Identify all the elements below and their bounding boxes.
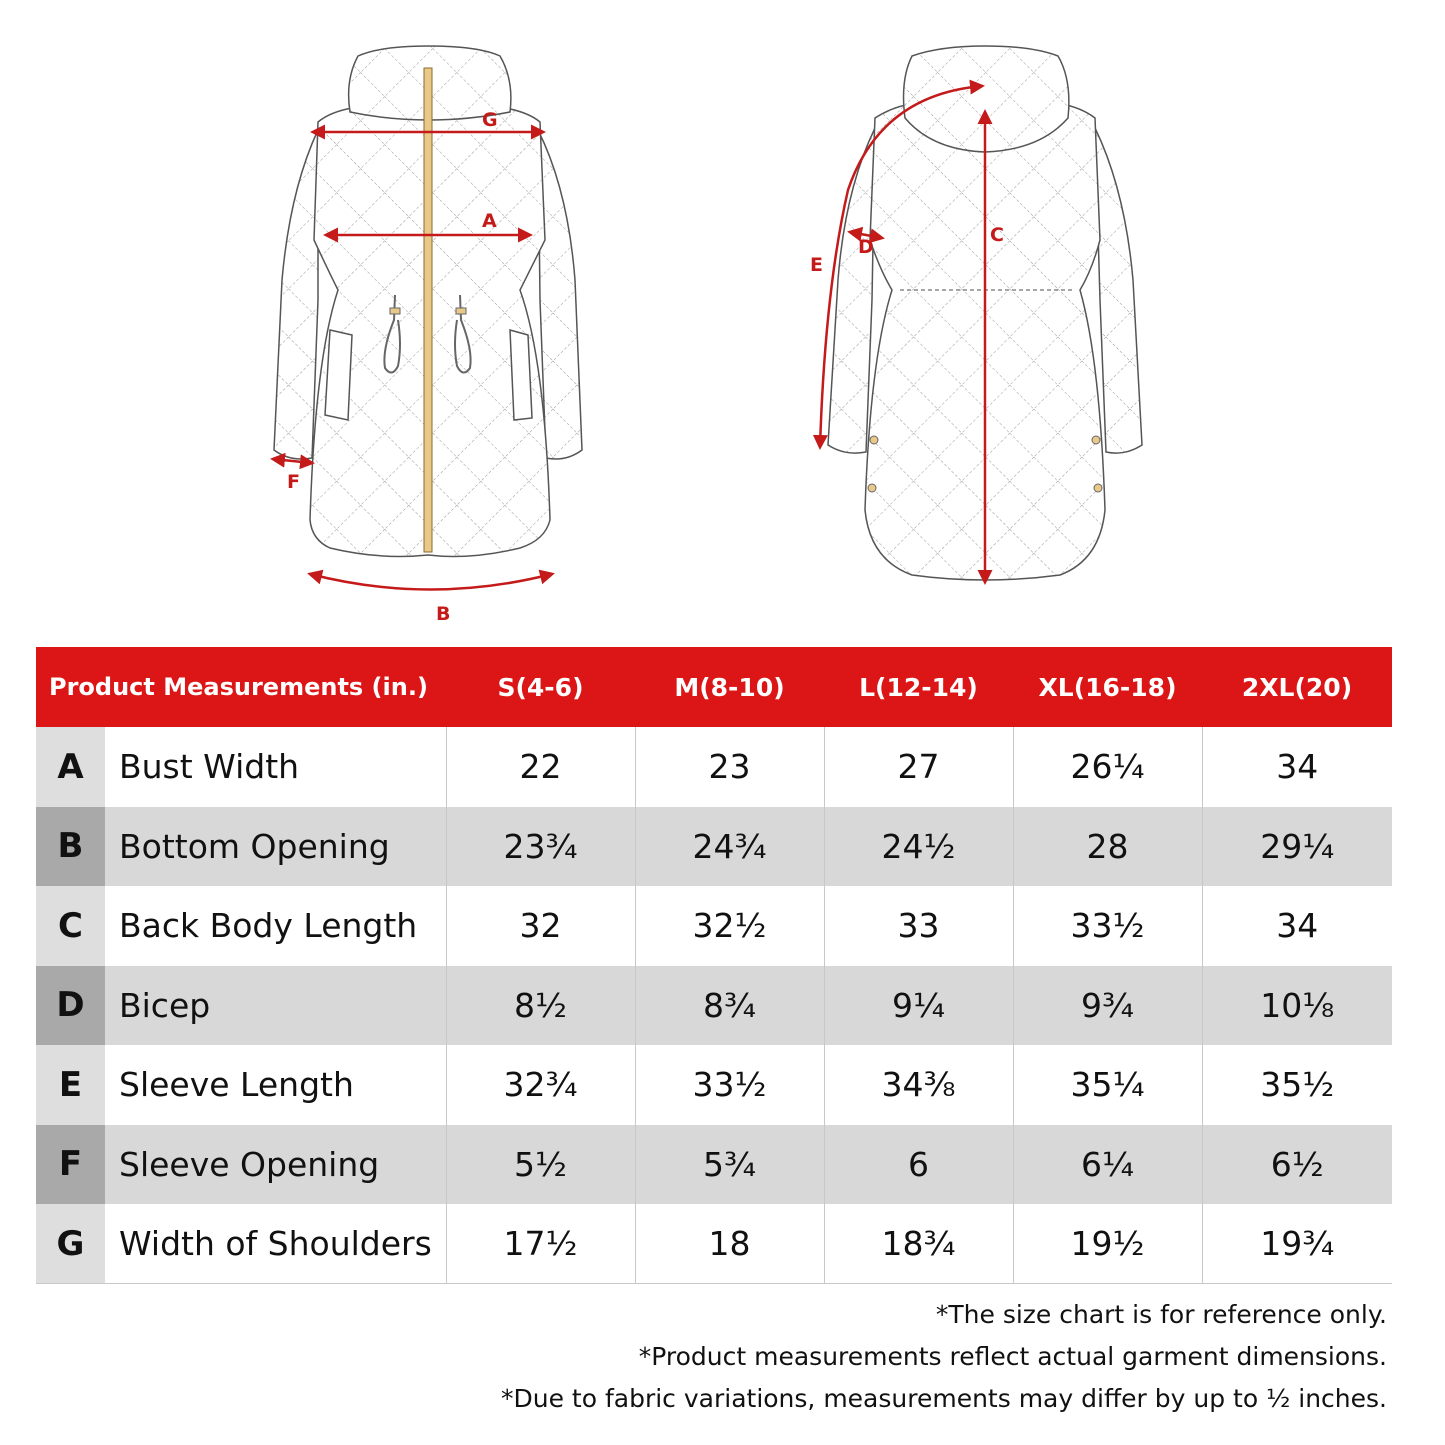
cell-value: 34⅜ <box>824 1045 1013 1125</box>
footnote-variation: *Due to fabric variations, measurements may differ by up to ½ inches. <box>500 1384 1387 1413</box>
cell-value: 33½ <box>1013 886 1202 966</box>
cell-value: 5½ <box>446 1125 635 1205</box>
front-left-pocket <box>325 330 352 420</box>
measure-label-g: G <box>482 109 498 131</box>
header-size-m: M(8-10) <box>674 672 785 702</box>
row-code: B <box>36 807 105 887</box>
row-name: Sleeve Opening <box>119 1144 380 1184</box>
header-size-xl: XL(16-18) <box>1038 672 1177 702</box>
front-zipper <box>424 68 432 552</box>
cell-value: 19½ <box>1013 1204 1202 1284</box>
front-left-sleeve <box>274 130 318 459</box>
cell-value: 17½ <box>446 1204 635 1284</box>
footnote-dimensions: *Product measurements reflect actual garment dimensions. <box>638 1342 1387 1371</box>
garment-diagrams <box>0 0 1445 640</box>
cell-value: 24½ <box>824 807 1013 887</box>
front-cord-stopper-right <box>456 308 466 314</box>
cell-value: 22 <box>446 727 635 807</box>
row-name: Width of Shoulders <box>105 1204 446 1284</box>
footnote-reference: *The size chart is for reference only. <box>935 1300 1387 1329</box>
table-row <box>36 1204 1392 1284</box>
cell-value: 32½ <box>635 886 824 966</box>
table-row <box>36 807 1392 887</box>
cell-value: 10⅛ <box>1202 966 1392 1046</box>
back-snap-left-top <box>870 436 878 444</box>
cell-value: 8¾ <box>635 966 824 1046</box>
measure-label-e: E <box>810 254 823 276</box>
cell-value: 8½ <box>446 966 635 1046</box>
cell-value: 33½ <box>635 1045 824 1125</box>
header-size-l: L(12-14) <box>859 672 978 702</box>
cell-value: 6½ <box>1202 1125 1392 1205</box>
cell-value: 34 <box>1202 727 1392 807</box>
cell-value: 35¼ <box>1013 1045 1202 1125</box>
row-code: D <box>36 966 105 1046</box>
cell-value: 23¾ <box>446 807 635 887</box>
cell-value: 18 <box>635 1204 824 1284</box>
table-row <box>36 1125 1392 1205</box>
measure-label-f: F <box>287 471 300 493</box>
cell-value: 6¼ <box>1013 1125 1202 1205</box>
row-name: Back Body Length <box>119 906 418 946</box>
measure-label-a: A <box>482 210 497 232</box>
cell-value: 24¾ <box>635 807 824 887</box>
table-header-row <box>36 647 1392 727</box>
row-name: Bust Width <box>119 747 300 787</box>
size-chart-table <box>36 647 1392 1284</box>
header-size-2xl: 2XL(20) <box>1241 672 1353 702</box>
row-code: F <box>36 1125 105 1205</box>
measure-line-b <box>310 574 552 590</box>
footnotes <box>501 1294 1387 1420</box>
back-left-sleeve <box>828 128 875 453</box>
cell-value: 34 <box>1202 886 1392 966</box>
cell-value: 26¼ <box>1013 727 1202 807</box>
row-code: G <box>36 1204 105 1284</box>
measure-label-d: D <box>858 236 874 258</box>
cell-value: 9¼ <box>824 966 1013 1046</box>
cell-value: 9¾ <box>1013 966 1202 1046</box>
table-row <box>36 1045 1392 1125</box>
header-size-s: S(4-6) <box>497 672 584 702</box>
cell-value: 6 <box>824 1125 1013 1205</box>
back-right-sleeve <box>1095 128 1142 453</box>
cell-value: 32¾ <box>446 1045 635 1125</box>
measure-label-b: B <box>436 603 451 625</box>
front-cord-stopper-left <box>390 308 400 314</box>
header-title: Product Measurements (in.) <box>49 673 428 701</box>
table-row <box>36 727 1392 807</box>
row-code: C <box>36 886 105 966</box>
back-snap-right-top <box>1092 436 1100 444</box>
cell-value: 28 <box>1013 807 1202 887</box>
measure-line-f <box>273 459 312 463</box>
row-name: Bicep <box>119 985 211 1025</box>
back-snap-right-bottom <box>1094 484 1102 492</box>
cell-value: 32 <box>446 886 635 966</box>
cell-value: 29¼ <box>1202 807 1392 887</box>
row-code: E <box>36 1045 105 1125</box>
cell-value: 5¾ <box>635 1125 824 1205</box>
row-code: A <box>36 727 105 807</box>
table-row <box>36 886 1392 966</box>
cell-value: 35½ <box>1202 1045 1392 1125</box>
cell-value: 19¾ <box>1202 1204 1392 1284</box>
table-row <box>36 966 1392 1046</box>
cell-value: 33 <box>824 886 1013 966</box>
row-name: Sleeve Length <box>119 1065 354 1105</box>
front-right-pocket <box>510 330 532 420</box>
back-snap-left-bottom <box>868 484 876 492</box>
front-right-sleeve <box>538 130 582 459</box>
measure-label-c: C <box>990 224 1004 246</box>
cell-value: 27 <box>824 727 1013 807</box>
cell-value: 23 <box>635 727 824 807</box>
cell-value: 18¾ <box>824 1204 1013 1284</box>
row-name: Bottom Opening <box>119 826 390 866</box>
